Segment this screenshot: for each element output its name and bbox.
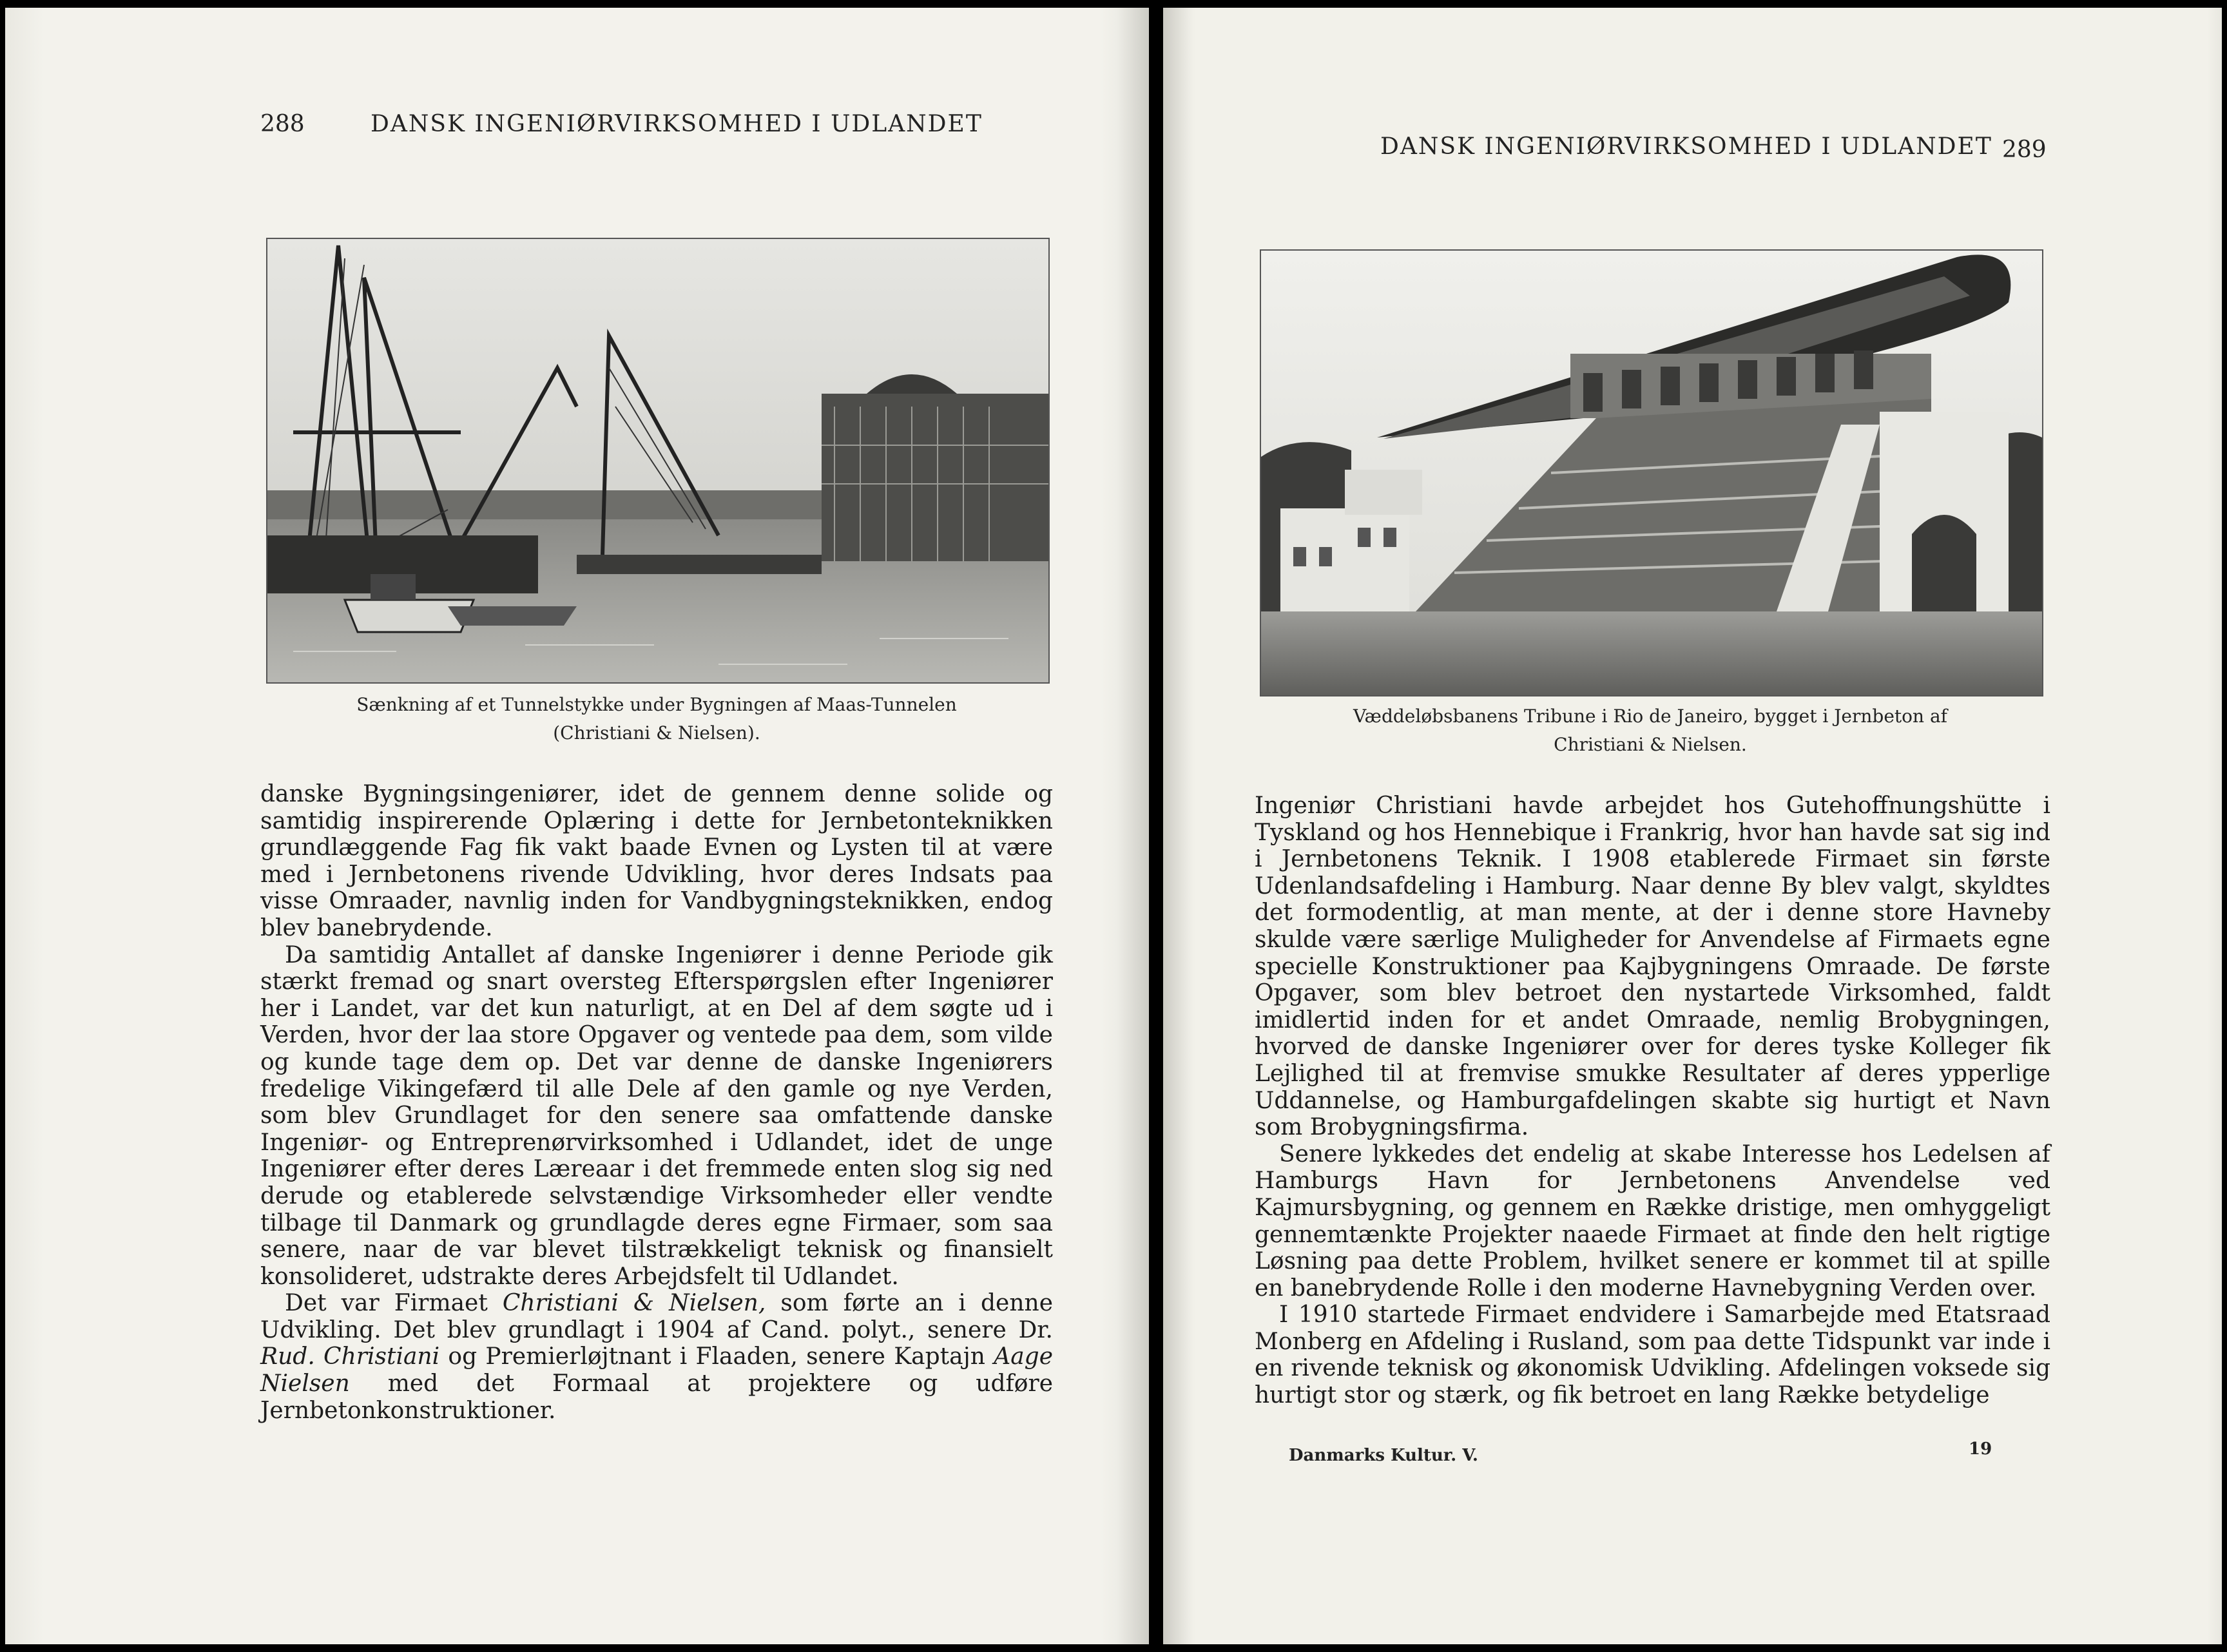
footer-signature-mark: 19 bbox=[1969, 1439, 1992, 1459]
paragraph: I 1910 startede Firmaet endvidere i Samarbejde med Etatsraad Monberg en Afdeling i Rusland, som paa dette Tidspunkt var inde i en rivende teknisk og økonomisk Udvikling. Afdelingen voksede sig hurtigt stor og stærk, og fik betroet en lang Række betydelige bbox=[1255, 1301, 2050, 1409]
body-text bbox=[260, 781, 1053, 1424]
paragraph bbox=[260, 1290, 1053, 1424]
figure-caption bbox=[1260, 702, 2041, 759]
text-run: Det var Firmaet bbox=[285, 1290, 503, 1317]
gutter-shadow bbox=[1117, 8, 1149, 1644]
page-number: 288 bbox=[260, 111, 305, 137]
paragraph: Senere lykkedes det endelig at skabe Interesse hos Ledelsen af Hamburgs Havn for Jernbetonens Anvendelse ved Kajmursbygning, og gennem en Række dristige, men omhyggeligt gennemtænkte Projekter naaede Firmaet at finde den helt rigtige Løsning paa dette Problem, hvilket senere er kommet til at spille en banebrydende Rolle i den moderne Havnebygning Verden over. bbox=[1255, 1140, 2050, 1301]
body-text bbox=[1255, 792, 2050, 1409]
photo-tunnel-sinking bbox=[266, 238, 1050, 684]
figure-caption-line: (Christiani & Nielsen). bbox=[553, 722, 760, 744]
figure-caption-line: Christiani & Nielsen. bbox=[1554, 734, 1747, 755]
person-name: Rud. Christiani bbox=[260, 1343, 440, 1370]
text-run: som førte an i denne Udvikling. Det blev grundlagt i 1904 af Cand. polyt., senere Dr. bbox=[260, 1290, 1053, 1343]
paragraph: danske Bygningsingeniører, idet de gennem denne solide og samtidig inspirerende Oplæring i dette for Jernbetonteknikken grundlæggende Fag fik vakt baade Evnen og Lysten til at være med i Jernbetonens rivende Udvikling, hvor deres Indsats paa visse Omraader, navnlig inden for Vandbygningsteknikken, endog blev banebrydende. bbox=[260, 781, 1053, 941]
right-page bbox=[1163, 8, 2222, 1644]
left-page bbox=[5, 8, 1149, 1644]
person-name: Aage Nielsen bbox=[260, 1343, 1054, 1397]
firm-name: Christiani & Nielsen, bbox=[502, 1290, 766, 1317]
running-header: DANSK INGENIØRVIRKSOMHED I UDLANDET bbox=[1380, 133, 1992, 160]
page-number: 289 bbox=[2002, 137, 2047, 163]
photo-racecourse-grandstand bbox=[1260, 249, 2043, 696]
text-run: med det Formaal at projektere og udføre Jernbetonkonstruktioner. bbox=[260, 1370, 1053, 1424]
gutter-shadow bbox=[1163, 8, 1195, 1644]
running-header: DANSK INGENIØRVIRKSOMHED I UDLANDET bbox=[371, 111, 983, 137]
figure-caption-line: Væddeløbsbanens Tribune i Rio de Janeiro, bygget i Jernbeton af bbox=[1353, 706, 1948, 727]
paragraph: Ingeniør Christiani havde arbejdet hos Gutehoffnungshütte i Tyskland og hos Hennebique i Frankrig, hvor han havde sat sig ind i Jernbetonens Teknik. I 1908 etablerede Firmaet sin første Udenlandsafdeling i Hamburg. Naar denne By blev valgt, skyldtes det formodentlig, at man mente, at der i denne store Havneby skulde være særlige Muligheder for Anvendelse af Firmaets egne specielle Konstruktioner paa Kajbygningens Omraade. De første Opgaver, som blev betroet den nystartede Virksomhed, faldt imidlertid inden for et andet Omraade, nemlig Brobygningen, hvorved de danske Ingeniører over for deres tyske Kolleger fik Lejlighed til at fremvise smukke Resultater af deres ypperlige Uddannelse, og Hamburgafdelingen skabte sig hurtigt et Navn som Brobygningsfirma. bbox=[1255, 792, 2050, 1141]
footer-publication: Danmarks Kultur. V. bbox=[1289, 1446, 1478, 1465]
paragraph: Da samtidig Antallet af danske Ingeniører i denne Periode gik stærkt fremad og snart oversteg Efterspørgslen efter Ingeniører her i Landet, var det kun naturligt, at en Del af dem søgte ud i Verden, hvor der laa store Opgaver og ventede paa dem, som vilde og kunde tage dem op. Det var denne de danske Ingeniørers fredelige Vikingefærd til alle Dele af den gamle og nye Verden, som blev Grundlaget for den senere saa omfattende danske Ingeniør- og Entreprenørvirksomhed i Udlandet, idet de unge Ingeniører efter deres Læreaar i det fremmede enten slog sig ned derude og etablerede selvstændige Virksomheder eller vendte tilbage til Danmark og grundlagde deres egne Firmaer, som saa senere, naar de var blevet tilstrækkeligt teknisk og finansielt konsolideret, udstrakte deres Arbejdsfelt til Udlandet. bbox=[260, 941, 1053, 1290]
text-run: og Premierløjtnant i Flaaden, senere Kaptajn bbox=[439, 1343, 994, 1370]
figure-caption-line: Sænkning af et Tunnelstykke under Bygningen af Maas-Tunnelen bbox=[356, 694, 957, 715]
figure-caption bbox=[266, 691, 1047, 747]
